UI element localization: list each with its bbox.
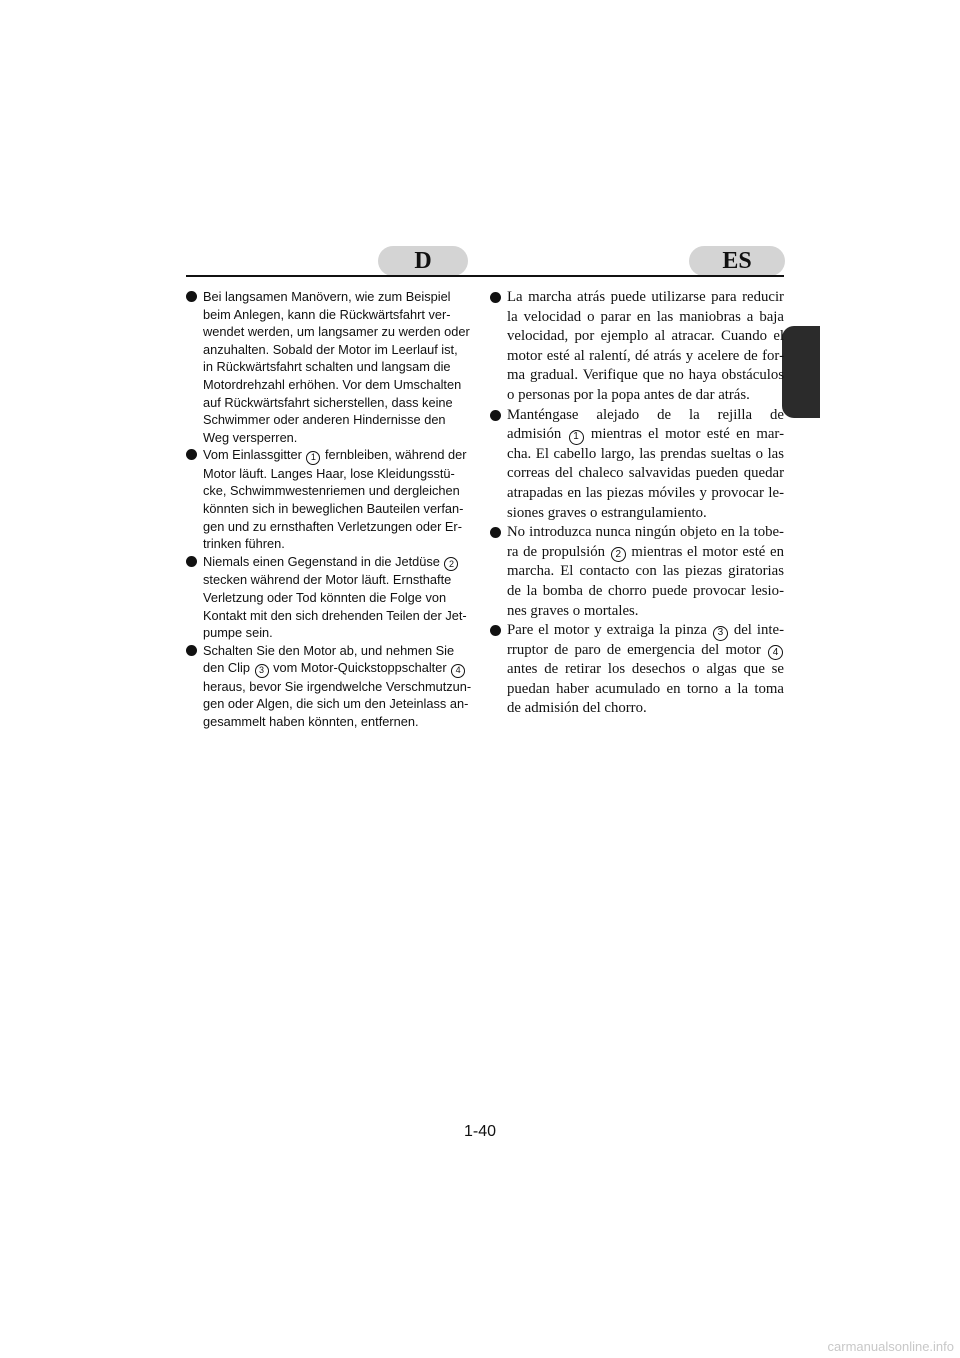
text-fragment: mientras el motor esté en [626, 543, 784, 560]
text-fragment: Manténgase alejado de la rejilla de [507, 406, 784, 423]
text-line [203, 500, 484, 518]
text-line [507, 327, 784, 347]
list-item [490, 621, 784, 719]
text-line [203, 713, 484, 731]
text-line [507, 562, 784, 582]
text-line [507, 425, 784, 445]
text-fragment: siones graves o estrangulamiento. [507, 504, 707, 521]
text-line [203, 571, 484, 589]
list-item [186, 642, 484, 731]
text-line [203, 376, 484, 394]
text-line [507, 504, 784, 524]
text-fragment: admisión [507, 426, 568, 443]
callout-number-icon: 2 [611, 547, 626, 562]
text-line [203, 624, 484, 642]
header-rule [186, 275, 784, 277]
list-item [490, 523, 784, 621]
text-fragment: Weg versperren. [203, 429, 298, 445]
text-fragment: wendet werden, um langsamer zu werden oder [203, 324, 470, 340]
text-line [507, 347, 784, 367]
text-fragment: heraus, bevor Sie irgendwelche Verschmutzun- [203, 678, 472, 694]
german-column [186, 288, 484, 731]
text-fragment: vom Motor-Quickstoppschalter [269, 660, 451, 676]
section-side-tab [782, 326, 820, 418]
text-line [203, 429, 484, 447]
text-fragment: atrapadas en las piezas móviles y provocar le- [507, 484, 784, 501]
text-line [203, 482, 484, 500]
text-fragment: motor esté al ralentí, dé atrás y acelere de for- [507, 347, 784, 364]
list-item [186, 553, 484, 642]
text-fragment: den Clip [203, 660, 254, 676]
text-fragment: gen und zu ernsthaften Verletzungen oder Er- [203, 518, 462, 534]
text-line [507, 621, 784, 641]
language-badge-es [689, 246, 785, 276]
callout-number-icon: 4 [451, 664, 465, 678]
text-line [203, 607, 484, 625]
text-fragment: pumpe sein. [203, 625, 273, 641]
text-fragment: rruptor de paro de emergencia del motor [507, 641, 767, 658]
text-fragment: Motor läuft. Langes Haar, lose Kleidungsstü- [203, 465, 455, 481]
language-badge-de [378, 246, 468, 276]
callout-number-icon: 1 [306, 451, 320, 465]
text-line [507, 680, 784, 700]
text-line [507, 288, 784, 308]
text-line [507, 366, 784, 386]
text-fragment: Vom Einlassgitter [203, 447, 306, 463]
text-line [507, 523, 784, 543]
text-fragment: nes graves o mortales. [507, 602, 639, 619]
text-line [203, 288, 484, 306]
text-line [203, 589, 484, 607]
bullet-icon [490, 410, 501, 421]
watermark: carmanualsonline.info [827, 1339, 954, 1354]
text-fragment: fernbleiben, während der [321, 447, 467, 463]
text-fragment: del inte- [728, 622, 785, 639]
text-line [203, 553, 484, 572]
text-fragment: Schwimmer oder anderen Hindernisse den [203, 412, 446, 428]
text-fragment: de admisión del chorro. [507, 700, 647, 717]
bullet-icon [490, 527, 501, 538]
text-fragment: stecken während der Motor läuft. Ernsthafte [203, 572, 452, 588]
text-fragment: Verletzung oder Tod könnten die Folge von [203, 589, 447, 605]
callout-number-icon: 3 [713, 626, 728, 641]
text-fragment: trinken führen. [203, 536, 285, 552]
text-line [203, 341, 484, 359]
text-fragment: de la bomba de chorro puede provocar lesio- [507, 582, 784, 599]
text-line [203, 306, 484, 324]
text-line [203, 535, 484, 553]
text-fragment: beim Anlegen, kann die Rückwärtsfahrt ver- [203, 306, 451, 322]
text-line [507, 484, 784, 504]
text-line [203, 518, 484, 536]
text-fragment: mientras el motor esté en mar- [584, 426, 784, 443]
text-fragment: ra de propulsión [507, 543, 610, 560]
text-line [203, 465, 484, 483]
text-line [507, 543, 784, 563]
text-fragment: o personas por la popa antes de dar atrás. [507, 386, 750, 403]
text-fragment: cke, Schwimmwestenriemen und dergleichen [203, 483, 460, 499]
text-line [507, 660, 784, 680]
text-fragment: könnten sich in beweglichen Bauteilen verfan- [203, 501, 464, 517]
bullet-icon [490, 625, 501, 636]
text-fragment: la velocidad o parar en las maniobras a baja [507, 308, 784, 325]
text-line [203, 394, 484, 412]
text-fragment: No introduzca nunca ningún objeto en la tobe- [507, 524, 784, 541]
text-line [507, 406, 784, 426]
list-item [186, 288, 484, 446]
callout-number-icon: 1 [569, 430, 584, 445]
language-label-es: ES [722, 247, 752, 274]
list-item [490, 288, 784, 406]
text-line [203, 411, 484, 429]
callout-number-icon: 3 [255, 664, 269, 678]
text-fragment: marcha. El contacto con las piezas giratorias [507, 563, 784, 580]
text-line [507, 445, 784, 465]
bullet-icon [186, 556, 197, 567]
text-fragment: Kontakt mit den sich drehenden Teilen der Jet- [203, 607, 467, 623]
text-fragment: gen oder Algen, die sich um den Jeteinlass an- [203, 696, 469, 712]
bullet-icon [186, 645, 197, 656]
text-line [203, 358, 484, 376]
text-fragment: anzuhalten. Sobald der Motor im Leerlauf ist, [203, 341, 458, 357]
text-line [507, 464, 784, 484]
callout-number-icon: 2 [444, 557, 458, 571]
spanish-column [490, 288, 784, 719]
text-line [203, 323, 484, 341]
bullet-icon [186, 449, 197, 460]
callout-number-icon: 4 [768, 645, 783, 660]
text-fragment: cha. El cabello largo, las prendas sueltas o las [507, 445, 784, 462]
text-line [203, 446, 484, 465]
page-number: 1-40 [463, 1123, 497, 1140]
language-label-de: D [414, 247, 432, 274]
text-fragment: La marcha atrás puede utilizarse para reducir [507, 289, 784, 305]
text-line [507, 582, 784, 602]
text-line [203, 678, 484, 696]
text-line [507, 386, 784, 406]
list-item [186, 446, 484, 552]
text-line [507, 308, 784, 328]
bullet-icon [490, 292, 501, 303]
text-line [507, 602, 784, 622]
text-fragment: Bei langsamen Manövern, wie zum Beispiel [203, 289, 451, 304]
text-fragment: ma gradual. Verifique que no haya obstáculos [507, 367, 784, 384]
text-line [507, 641, 784, 661]
text-line [507, 699, 784, 719]
text-fragment: Schalten Sie den Motor ab, und nehmen Sie [203, 642, 455, 658]
list-item [490, 406, 784, 524]
text-fragment: auf Rückwärtsfahrt sicherstellen, dass keine [203, 394, 453, 410]
text-fragment: gesammelt haben könnten, entfernen. [203, 713, 419, 729]
text-line [203, 695, 484, 713]
text-fragment: Niemals einen Gegenstand in die Jetdüse [203, 553, 444, 569]
text-line [203, 642, 484, 660]
text-fragment: in Rückwärtsfahrt schalten und langsam die [203, 359, 451, 375]
text-line [203, 659, 484, 678]
text-fragment: Pare el motor y extraiga la pinza [507, 622, 712, 639]
bullet-icon [186, 291, 197, 302]
text-fragment: puedan haber acumulado en torno a la toma [507, 680, 784, 697]
text-fragment: Motordrehzahl erhöhen. Vor dem Umschalten [203, 376, 462, 392]
text-fragment: antes de retirar los desechos o algas que se [507, 661, 784, 678]
text-fragment: correas del chaleco salvavidas pueden quedar [507, 465, 784, 482]
text-fragment: velocidad, por ejemplo al atracar. Cuando el [507, 328, 784, 345]
